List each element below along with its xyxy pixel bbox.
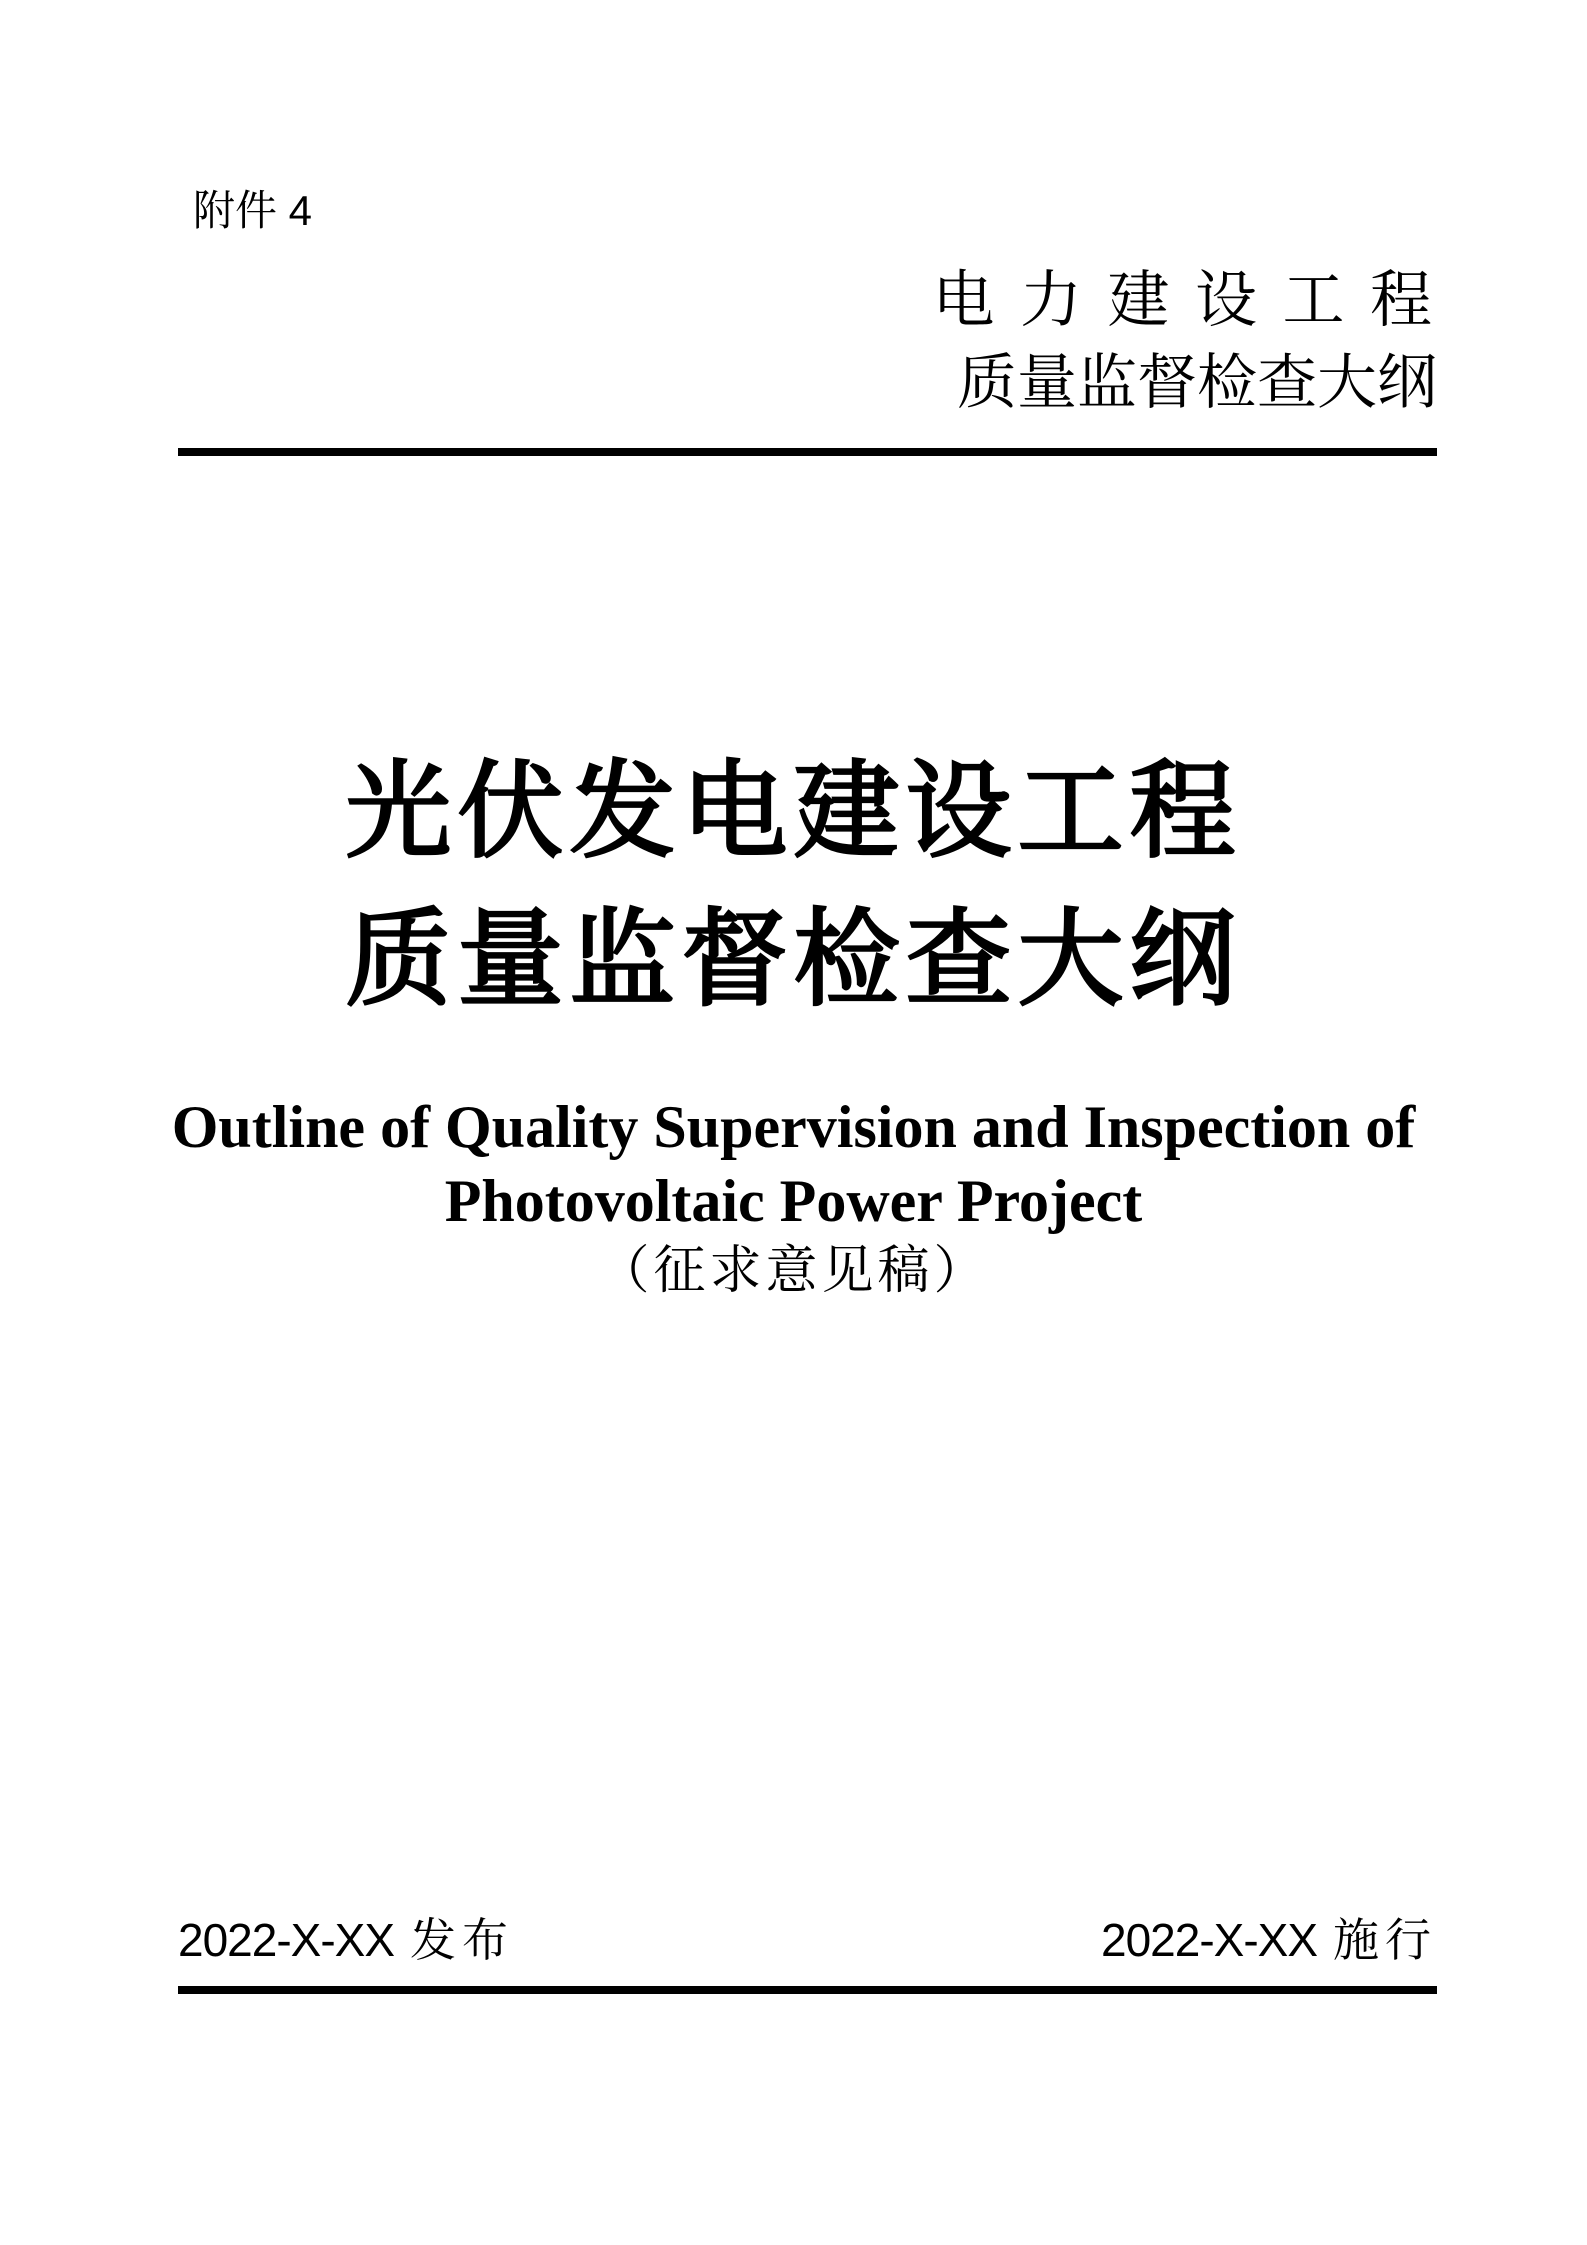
main-title-line1: 光伏发电建设工程 bbox=[345, 753, 1242, 871]
implement-date-group bbox=[1101, 1912, 1437, 1968]
attachment-label: 附件 4 bbox=[193, 187, 313, 234]
main-title bbox=[0, 738, 1587, 1034]
english-title bbox=[0, 1090, 1587, 1238]
english-title-line1: Outline of Quality Supervision and Inspection of bbox=[171, 1094, 1416, 1160]
footer-dates-row bbox=[178, 1912, 1437, 1968]
issue-date-group bbox=[178, 1912, 514, 1968]
draft-note: （征求意见稿） bbox=[597, 1243, 990, 1300]
issue-date: 2022-X-XX bbox=[178, 1914, 395, 1966]
header-right-line1: 电 力 建 设 工 程 bbox=[932, 267, 1437, 335]
top-horizontal-rule bbox=[178, 448, 1437, 456]
header-right-line2: 质量监督检查大纲 bbox=[957, 350, 1437, 416]
english-title-line2: Photovoltaic Power Project bbox=[444, 1168, 1143, 1234]
main-title-line2: 质量监督检查大纲 bbox=[345, 901, 1242, 1019]
header-right-block bbox=[932, 260, 1437, 424]
issue-date-label: 发布 bbox=[410, 1914, 515, 1966]
implement-date: 2022-X-XX bbox=[1100, 1914, 1317, 1966]
bottom-horizontal-rule bbox=[178, 1986, 1437, 1994]
implement-date-label: 施行 bbox=[1333, 1914, 1437, 1966]
